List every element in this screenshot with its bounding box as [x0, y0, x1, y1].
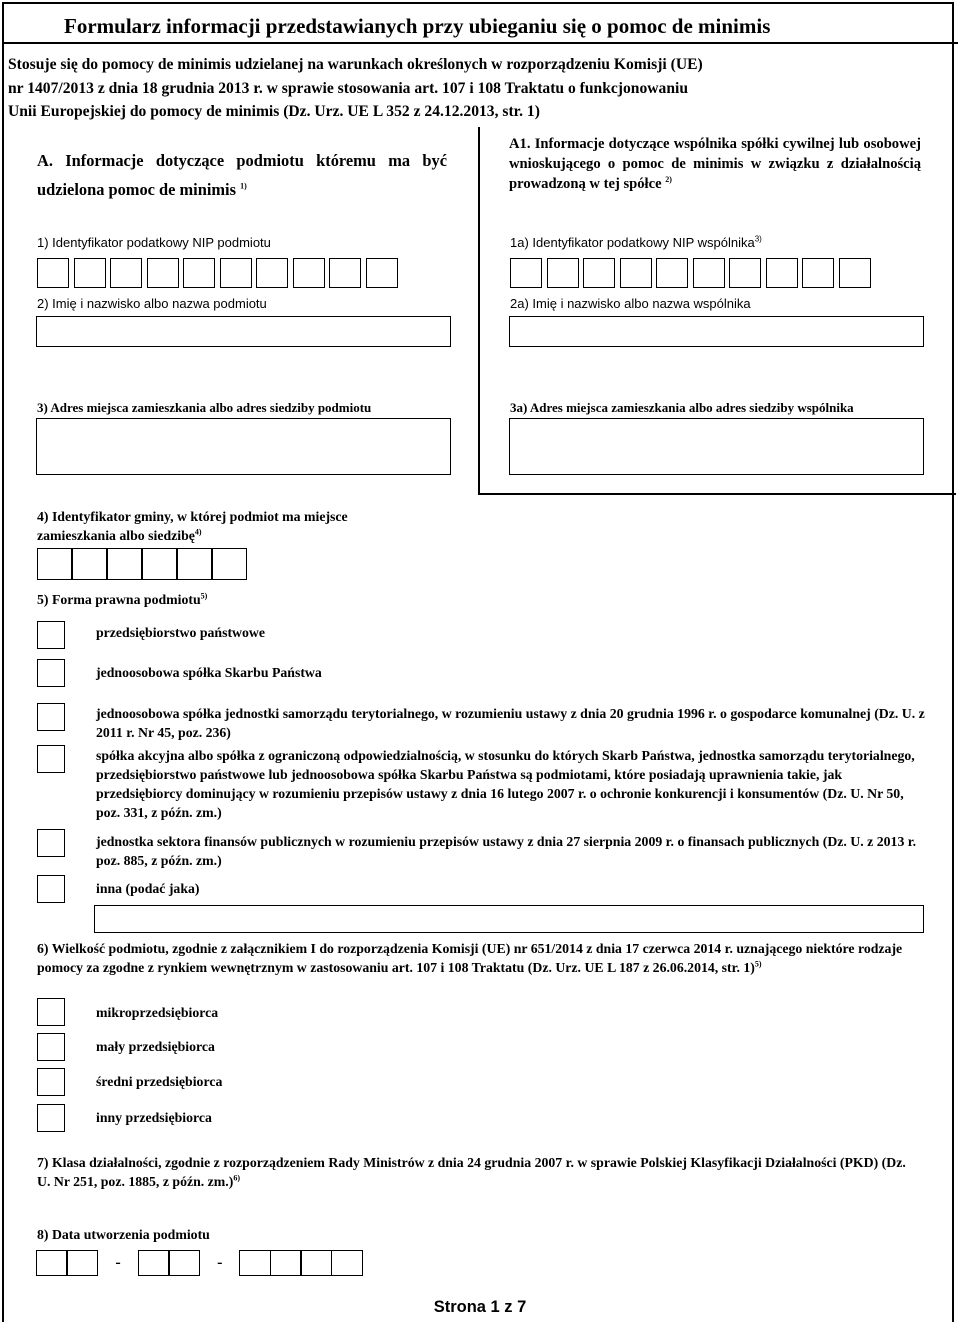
other-form-input[interactable]: [94, 905, 924, 933]
gmina-label-line-2-text: zamieszkania albo siedzibę: [37, 528, 195, 543]
date-digit-box[interactable]: [239, 1250, 271, 1276]
date-digit-box[interactable]: [138, 1250, 170, 1276]
nip-digit-box[interactable]: [656, 258, 688, 288]
option-municipal-company: jednoosobowa spółka jednostki samorządu terytorialnego, w rozumieniu ustawy z dnia 20 grudnia 1996 r. o gospodarce komunalnej (Dz. U. z 2011 r. Nr 45, poz. 236): [96, 706, 925, 740]
section-a-heading-text: A. Informacje dotyczące podmiotu któremu ma być udzielona pomoc de minimis: [37, 151, 447, 199]
option-state-enterprise: przedsiębiorstwo państwowe: [96, 625, 266, 640]
checkbox-medium[interactable]: [37, 1068, 65, 1096]
intro-line-2: nr 1407/2013 z dnia 18 grudnia 2013 r. w sprawie stosowania art. 107 i 108 Traktatu o funkcjonowaniu: [8, 79, 688, 97]
nip-digit-box[interactable]: [110, 258, 142, 288]
nip-digit-box[interactable]: [37, 258, 69, 288]
checkbox-treasury-company[interactable]: [37, 659, 65, 687]
gmina-footnote: 4): [194, 527, 202, 537]
size-label: [37, 939, 932, 977]
option-other-form: inna (podać jaka): [96, 881, 200, 896]
date-input[interactable]: [36, 1250, 363, 1276]
partner-name-label: 2a) Imię i nazwisko albo nazwa wspólnika: [510, 296, 751, 311]
nip-digit-box[interactable]: [256, 258, 288, 288]
option-joint-stock-company: spółka akcyjna albo spółka z ograniczoną odpowiedzialnością, w stosunku do których Skarb Państwa, jednostka samorządu terytorialnego, przedsiębiorstwo państwowe lub jednoosobowa spółka Skarbu Państwa są podmiotami, które posiadają uprawnienia takie, jak przedsiębiorcy dominujący w rozumieniu przepisów ustawy z dnia 16 lutego 2007 r. o ochronie konkurencji i konsumentów (Dz. U. Nr 50, poz. 331, z późn. zm.): [96, 748, 915, 820]
section-a1-footnote: 2): [665, 175, 672, 185]
date-digit-box[interactable]: [66, 1250, 98, 1276]
option-medium: średni przedsiębiorca: [96, 1074, 223, 1089]
gmina-digit-box[interactable]: [107, 548, 142, 580]
checkbox-state-enterprise[interactable]: [37, 621, 65, 649]
section-a-heading: [37, 146, 447, 204]
legal-form-footnote: 5): [200, 591, 208, 601]
name-input[interactable]: [36, 316, 451, 347]
nip-digit-box[interactable]: [293, 258, 325, 288]
pkd-label-text: 7) Klasa działalności, zgodnie z rozporządzeniem Rady Ministrów z dnia 24 grudnia 2007 r. w sprawie Polskiej Klasyfikacji Działalności (PKD) (Dz. U. Nr 251, poz. 1885, z późn. zm.): [37, 1155, 906, 1189]
intro-line-3: Unii Europejskiej do pomocy de minimis (Dz. Urz. UE L 352 z 24.12.2013, str. 1): [8, 103, 540, 120]
nip-digit-box[interactable]: [183, 258, 215, 288]
intro-text: [8, 53, 954, 124]
gmina-input[interactable]: [37, 548, 247, 580]
legal-form-label: [37, 590, 207, 609]
nip-digit-box[interactable]: [620, 258, 652, 288]
date-digit-box[interactable]: [300, 1250, 332, 1276]
option-other-size: inny przedsiębiorca: [96, 1110, 212, 1125]
address-label: 3) Adres miejsca zamieszkania albo adres siedziby podmiotu: [37, 400, 372, 415]
section-a1-heading-text: A1. Informacje dotyczące wspólnika spółki cywilnej lub osobowej wnioskującego o pomoc de minimis w związku z działalnością prowadzoną w tej spółce: [509, 136, 921, 192]
date-label: 8) Data utworzenia podmiotu: [37, 1227, 210, 1242]
option-public-finance-unit: jednostka sektora finansów publicznych w rozumieniu przepisów ustawy z dnia 27 sierpnia 2009 r. o finansach publicznych (Dz. U. z 2013 r. poz. 885, z późn. zm.): [96, 834, 917, 868]
checkbox-joint-stock-company[interactable]: [37, 745, 65, 773]
partner-name-input[interactable]: [509, 316, 924, 347]
checkbox-micro[interactable]: [37, 998, 65, 1026]
gmina-digit-box[interactable]: [212, 548, 247, 580]
nip-digit-box[interactable]: [693, 258, 725, 288]
checkbox-municipal-company[interactable]: [37, 703, 65, 731]
nip-digit-box[interactable]: [366, 258, 398, 288]
nip-input[interactable]: [37, 258, 402, 288]
date-digit-box[interactable]: [331, 1250, 363, 1276]
address-input[interactable]: [36, 418, 451, 475]
nip-digit-box[interactable]: [583, 258, 615, 288]
date-digit-box[interactable]: [36, 1250, 68, 1276]
form-title: Formularz informacji przedstawianych przy ubieganiu się o pomoc de minimis: [64, 14, 771, 38]
nip-digit-box[interactable]: [74, 258, 106, 288]
partner-nip-label-text: 1a) Identyfikator podatkowy NIP wspólnika: [510, 235, 755, 250]
date-separator: -: [217, 1254, 223, 1271]
nip-digit-box[interactable]: [729, 258, 761, 288]
nip-label: 1) Identyfikator podatkowy NIP podmiotu: [37, 235, 271, 250]
nip-digit-box[interactable]: [147, 258, 179, 288]
option-small: mały przedsiębiorca: [96, 1039, 215, 1054]
partner-address-label: 3a) Adres miejsca zamieszkania albo adres siedziby wspólnika: [510, 400, 854, 415]
checkbox-small[interactable]: [37, 1033, 65, 1061]
gmina-digit-box[interactable]: [142, 548, 177, 580]
name-label: 2) Imię i nazwisko albo nazwa podmiotu: [37, 296, 267, 311]
gmina-digit-box[interactable]: [37, 548, 72, 580]
date-digit-box[interactable]: [168, 1250, 200, 1276]
nip-digit-box[interactable]: [220, 258, 252, 288]
gmina-label: [37, 507, 348, 545]
section-a-footnote: 1): [240, 181, 247, 191]
nip-digit-box[interactable]: [547, 258, 579, 288]
nip-digit-box[interactable]: [766, 258, 798, 288]
partner-address-input[interactable]: [509, 418, 924, 475]
pkd-footnote: 6): [233, 1173, 241, 1183]
nip-digit-box[interactable]: [839, 258, 871, 288]
gmina-digit-box[interactable]: [72, 548, 107, 580]
checkbox-other-size[interactable]: [37, 1104, 65, 1132]
partner-nip-label: [510, 235, 762, 250]
pkd-label: [37, 1153, 917, 1191]
intro-line-1: Stosuje się do pomocy de minimis udzielanej na warunkach określonych w rozporządzeniu Komisji (UE): [8, 56, 703, 73]
checkbox-public-finance-unit[interactable]: [37, 829, 65, 857]
size-label-text: 6) Wielkość podmiotu, zgodnie z załącznikiem I do rozporządzenia Komisji (UE) nr 651/2014 z dnia 17 czerwca 2014 r. uznającego niektóre rodzaje pomocy za zgodne z rynkiem wewnętrznym w zastosowaniu art. 107 i 108 Traktatu (Dz. Urz. UE L 187 z 26.06.2014, str. 1): [37, 941, 903, 975]
partner-nip-footnote: 3): [754, 234, 762, 244]
gmina-digit-box[interactable]: [177, 548, 212, 580]
nip-digit-box[interactable]: [802, 258, 834, 288]
nip-digit-box[interactable]: [510, 258, 542, 288]
nip-digit-box[interactable]: [329, 258, 361, 288]
checkbox-other-form[interactable]: [37, 875, 65, 903]
section-a1-heading: [509, 134, 921, 194]
option-micro: mikroprzedsiębiorca: [96, 1005, 219, 1020]
page-number: Strona 1 z 7: [433, 1298, 527, 1316]
date-digit-box[interactable]: [270, 1250, 302, 1276]
size-footnote: 5): [754, 959, 762, 969]
date-separator: -: [115, 1254, 121, 1271]
legal-form-label-text: 5) Forma prawna podmiotu: [37, 592, 201, 607]
option-treasury-company: jednoosobowa spółka Skarbu Państwa: [96, 665, 322, 680]
partner-nip-input[interactable]: [510, 258, 875, 288]
gmina-label-line-2: [37, 526, 348, 545]
gmina-label-line-1: 4) Identyfikator gminy, w której podmiot ma miejsce: [37, 509, 348, 524]
title-divider: [2, 42, 958, 44]
